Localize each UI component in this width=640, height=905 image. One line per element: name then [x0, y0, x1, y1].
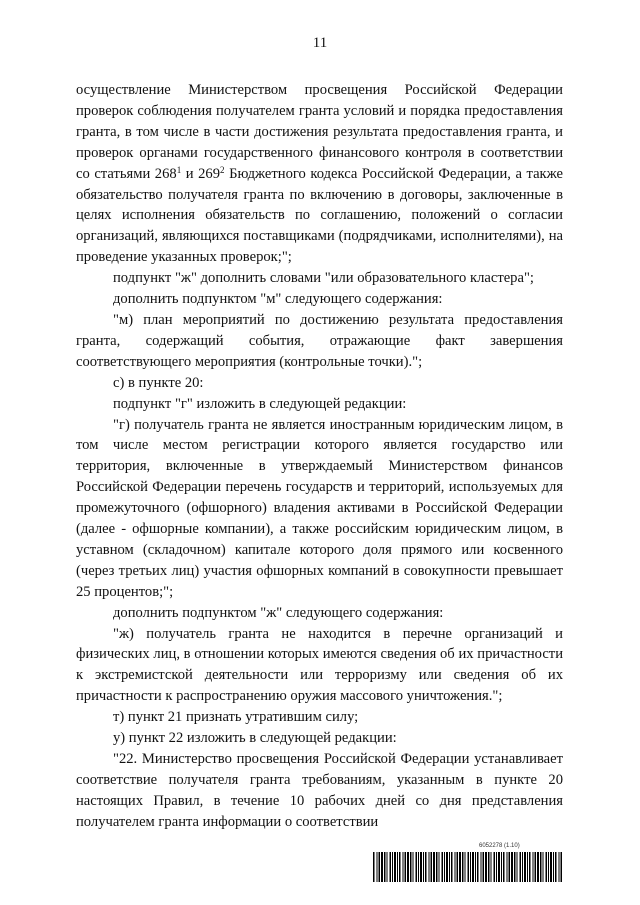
- paragraph-7: "г) получатель гранта не является иностранным юридическим лицом, в том числе местом регистрации которого является государство или территория, включенные в утверждаемый Министерством финансов Российской Федерации перечень государств и территорий, используемых для промежуточного (офшорного) владения активами в Российской Федерации (далее - офшорные компании), а также российским юридическим лицом, в уставном (складочном) капитале которого доля прямого или косвенного (через третьих лиц) участия офшорных компаний в совокупности превышает 25 процентов;";: [76, 416, 563, 600]
- superscript-1: 1: [176, 164, 182, 175]
- barcode-icon: [373, 852, 563, 882]
- paragraph-2: подпункт "ж" дополнить словами "или образовательного кластера";: [113, 270, 534, 287]
- paragraph-5: с) в пункте 20:: [113, 374, 204, 391]
- paragraph-6: подпункт "г" изложить в следующей редакции:: [113, 395, 407, 412]
- paragraph-10: т) пункт 21 признать утратившим силу;: [113, 709, 359, 726]
- paragraph-12: "22. Министерство просвещения Российской Федерации устанавливает соответствие получателя гранта требованиям, указанным в пункте 20 настоящих Правил, в течение 10 рабочих дней со дня представления получателем гранта информации о соответствии: [76, 751, 563, 830]
- paragraph-1: [76, 80, 563, 268]
- paragraph-1-text-b: и 269: [181, 165, 221, 182]
- paragraph-8: дополнить подпунктом "ж" следующего содержания:: [113, 604, 444, 621]
- paragraph-1-text-a: осуществление Министерством просвещения Российской Федерации проверок соблюдения получателем гранта условий и порядка предоставления гранта, в том числе в части достижения результата предоставления гранта, и проверок органами государственного финансового контроля в соответствии со статьями 268: [76, 82, 563, 182]
- paragraph-11: у) пункт 22 изложить в следующей редакции:: [113, 730, 397, 747]
- paragraph-9: "ж) получатель гранта не находится в перечне организаций и физических лиц, в отношении которых имеются сведения об их причастности к экстремистской деятельности или терроризму или сведения об их причастности к распространению оружия массового уничтожения.";: [76, 625, 563, 705]
- superscript-2: 2: [220, 164, 225, 175]
- paragraph-1-text-c: Бюджетного кодекса Российской Федерации, а также обязательство получателя гранта по включению в договоры, заключенные в целях исполнения обязательств по соглашению, положений о согласии организаций, являющихся поставщиками (подрядчиками, исполнителями), на проведение указанных проверок;";: [76, 165, 564, 266]
- paragraph-3: дополнить подпунктом "м" следующего содержания:: [113, 291, 443, 308]
- paragraph-4: "м) план мероприятий по достижению результата предоставления гранта, содержащий события, отражающие факт завершения соответствующего мероприятия (контрольные точки).";: [76, 311, 563, 370]
- page-number: 11: [312, 35, 328, 51]
- document-body: [76, 80, 563, 833]
- barcode-label: 6052278 (1.10): [479, 843, 520, 849]
